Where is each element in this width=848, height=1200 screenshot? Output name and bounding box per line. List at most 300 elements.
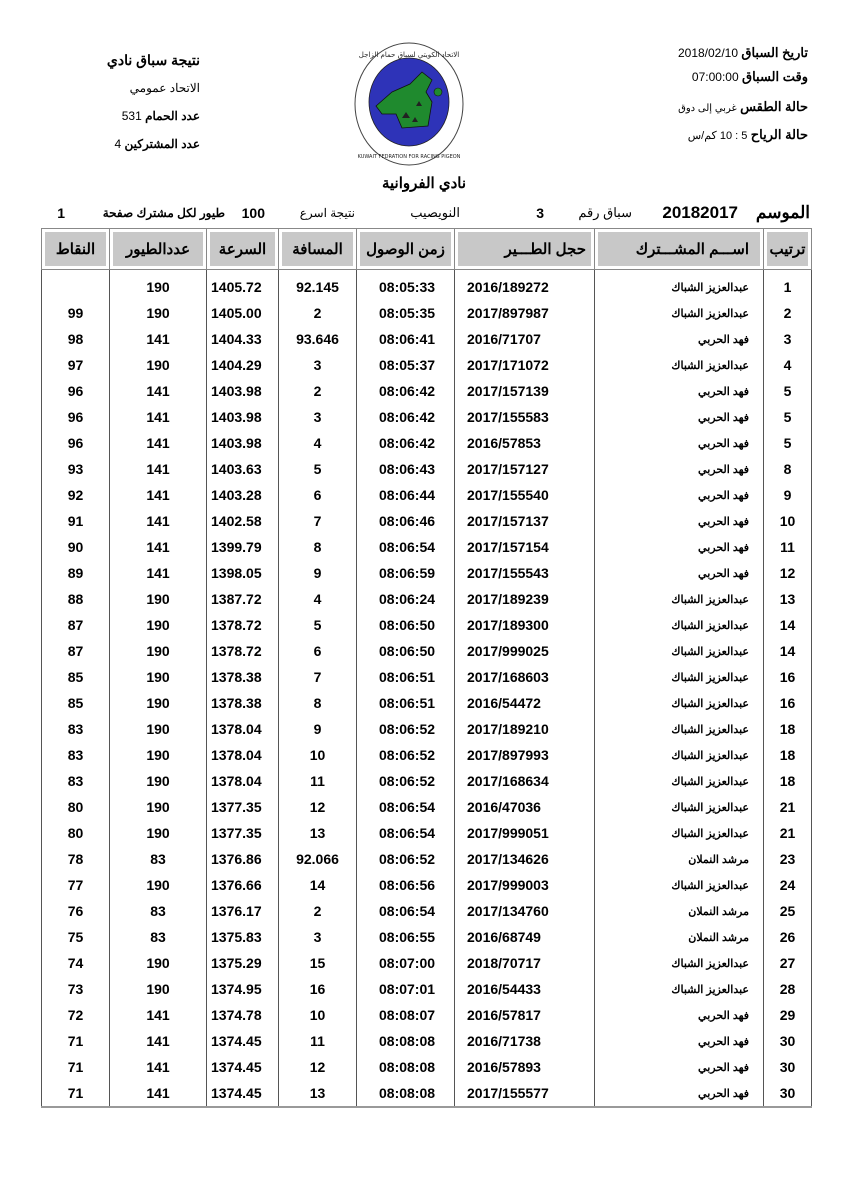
ring-cell: 2016/57853	[455, 430, 595, 456]
points-cell: 85	[42, 690, 110, 716]
table-row	[42, 716, 812, 742]
arrival-cell: 08:06:59	[357, 560, 455, 586]
logo-emblem-icon	[352, 40, 466, 168]
points-cell: 99	[42, 300, 110, 326]
birds-cell: 190	[110, 976, 207, 1002]
participant-cell: عبدالعزيز الشباك	[595, 586, 764, 612]
distance-cell: 10	[279, 742, 357, 768]
birds-cell: 190	[110, 950, 207, 976]
distance-cell: 13	[279, 1080, 357, 1107]
arrival-cell: 08:06:52	[357, 846, 455, 872]
arrival-cell: 08:06:54	[357, 534, 455, 560]
arrival-cell: 08:06:50	[357, 638, 455, 664]
birds-cell: 190	[110, 586, 207, 612]
table-row	[42, 1054, 812, 1080]
points-cell: 71	[42, 1054, 110, 1080]
participant-cell: مرشد النملان	[595, 846, 764, 872]
points-cell: 72	[42, 1002, 110, 1028]
speed-cell: 1378.04	[207, 742, 279, 768]
ring-cell: 2017/168634	[455, 768, 595, 794]
points-cell: 96	[42, 430, 110, 456]
col-header-ring: حجل الطـــير	[455, 229, 595, 270]
weather-line	[610, 92, 808, 122]
table-header-row	[42, 229, 812, 270]
points-cell: 78	[42, 846, 110, 872]
birds-cell: 141	[110, 508, 207, 534]
points-cell: 74	[42, 950, 110, 976]
points-cell: 97	[42, 352, 110, 378]
arrival-cell: 08:06:42	[357, 430, 455, 456]
participant-cell: فهد الحربي	[595, 560, 764, 586]
distance-cell: 6	[279, 638, 357, 664]
weather-label: حالة الطقس	[740, 99, 808, 114]
participant-cell: فهد الحربي	[595, 1028, 764, 1054]
results-body	[42, 270, 812, 1108]
union-type: الاتحاد عمومي	[129, 81, 200, 95]
participant-cell: فهد الحربي	[595, 456, 764, 482]
ring-cell: 2017/134760	[455, 898, 595, 924]
ring-cell: 2017/155540	[455, 482, 595, 508]
speed-cell: 1403.28	[207, 482, 279, 508]
col-header-arrival: زمن الوصول	[357, 229, 455, 270]
rank-cell: 18	[764, 716, 812, 742]
participant-cell: فهد الحربي	[595, 378, 764, 404]
distance-cell: 15	[279, 950, 357, 976]
rank-cell: 9	[764, 482, 812, 508]
rank-cell: 26	[764, 924, 812, 950]
arrival-cell: 08:06:56	[357, 872, 455, 898]
arrival-cell: 08:07:01	[357, 976, 455, 1002]
speed-cell: 1378.72	[207, 612, 279, 638]
birds-cell: 190	[110, 270, 207, 301]
result-label: نتيجة اسرع	[299, 206, 355, 220]
birds-cell: 190	[110, 612, 207, 638]
arrival-cell: 08:05:33	[357, 270, 455, 301]
table-row	[42, 456, 812, 482]
participant-cell: عبدالعزيز الشباك	[595, 612, 764, 638]
arrival-cell: 08:05:35	[357, 300, 455, 326]
points-cell: 80	[42, 794, 110, 820]
arrival-cell: 08:08:08	[357, 1080, 455, 1107]
arrival-cell: 08:06:41	[357, 326, 455, 352]
results-table	[41, 228, 812, 1108]
race-info-block	[610, 42, 808, 148]
arrival-cell: 08:06:44	[357, 482, 455, 508]
table-row	[42, 820, 812, 846]
arrival-cell: 08:08:07	[357, 1002, 455, 1028]
birds-cell: 141	[110, 456, 207, 482]
arrival-cell: 08:06:42	[357, 378, 455, 404]
participant-cell: فهد الحربي	[595, 482, 764, 508]
participant-cell: فهد الحربي	[595, 326, 764, 352]
rank-cell: 27	[764, 950, 812, 976]
participant-cell: عبدالعزيز الشباك	[595, 664, 764, 690]
ring-cell: 2016/54433	[455, 976, 595, 1002]
table-row	[42, 768, 812, 794]
speed-cell: 1375.29	[207, 950, 279, 976]
points-cell: 87	[42, 638, 110, 664]
ring-cell: 2017/168603	[455, 664, 595, 690]
arrival-cell: 08:06:46	[357, 508, 455, 534]
rank-cell: 13	[764, 586, 812, 612]
ring-cell: 2017/189239	[455, 586, 595, 612]
rank-cell: 30	[764, 1054, 812, 1080]
distance-cell: 13	[279, 820, 357, 846]
participant-cell: عبدالعزيز الشباك	[595, 716, 764, 742]
weather-value: غربي إلى دوق	[678, 103, 737, 114]
arrival-cell: 08:05:37	[357, 352, 455, 378]
rank-cell: 4	[764, 352, 812, 378]
birds-cell: 141	[110, 378, 207, 404]
ring-cell: 2017/157127	[455, 456, 595, 482]
ring-cell: 2017/157137	[455, 508, 595, 534]
table-row	[42, 664, 812, 690]
birds-cell: 141	[110, 326, 207, 352]
speed-cell: 1374.78	[207, 1002, 279, 1028]
points-cell: 73	[42, 976, 110, 1002]
arrival-cell: 08:06:51	[357, 664, 455, 690]
rank-cell: 10	[764, 508, 812, 534]
distance-cell: 8	[279, 690, 357, 716]
points-cell: 87	[42, 612, 110, 638]
distance-cell: 2	[279, 898, 357, 924]
distance-cell: 6	[279, 482, 357, 508]
birds-cell: 141	[110, 482, 207, 508]
table-row	[42, 1002, 812, 1028]
table-row	[42, 508, 812, 534]
speed-cell: 1378.04	[207, 768, 279, 794]
wind-label: حالة الرياح	[750, 127, 808, 142]
birds-cell: 141	[110, 534, 207, 560]
race-date: 2018/02/10	[677, 46, 739, 60]
col-header-points: النقاط	[42, 229, 110, 270]
points-cell: 76	[42, 898, 110, 924]
rank-cell: 5	[764, 430, 812, 456]
speed-cell: 1374.45	[207, 1054, 279, 1080]
arrival-cell: 08:06:54	[357, 794, 455, 820]
rank-cell: 30	[764, 1028, 812, 1054]
arrival-cell: 08:06:50	[357, 612, 455, 638]
rank-cell: 18	[764, 742, 812, 768]
ring-cell: 2016/57817	[455, 1002, 595, 1028]
speed-cell: 1378.38	[207, 664, 279, 690]
speed-cell: 1404.29	[207, 352, 279, 378]
rank-cell: 23	[764, 846, 812, 872]
ring-cell: 2016/54472	[455, 690, 595, 716]
points-cell: 77	[42, 872, 110, 898]
birds-cell: 83	[110, 846, 207, 872]
table-row	[42, 742, 812, 768]
ring-cell: 2017/155583	[455, 404, 595, 430]
ring-cell: 2017/134626	[455, 846, 595, 872]
participant-cell: فهد الحربي	[595, 1002, 764, 1028]
birds-cell: 190	[110, 352, 207, 378]
points-cell: 88	[42, 586, 110, 612]
ring-cell: 2017/171072	[455, 352, 595, 378]
points-cell: 96	[42, 404, 110, 430]
ring-cell: 2017/155543	[455, 560, 595, 586]
distance-cell: 11	[279, 1028, 357, 1054]
col-header-distance: المسافة	[279, 229, 357, 270]
birds-cell: 190	[110, 794, 207, 820]
table-row	[42, 300, 812, 326]
arrival-cell: 08:06:52	[357, 742, 455, 768]
distance-cell: 2	[279, 300, 357, 326]
club-summary-block	[60, 46, 200, 158]
points-cell: 83	[42, 768, 110, 794]
season-label: الموسم	[755, 203, 810, 222]
points-cell: 83	[42, 716, 110, 742]
speed-cell: 1374.45	[207, 1080, 279, 1107]
distance-cell: 12	[279, 794, 357, 820]
ring-cell: 2017/999051	[455, 820, 595, 846]
participant-cell: فهد الحربي	[595, 1080, 764, 1107]
points-cell: 83	[42, 742, 110, 768]
ring-cell: 2017/999025	[455, 638, 595, 664]
participant-cell: فهد الحربي	[595, 404, 764, 430]
table-row	[42, 898, 812, 924]
ring-cell: 2016/57893	[455, 1054, 595, 1080]
ring-cell: 2016/189272	[455, 270, 595, 301]
race-date-line	[610, 42, 808, 64]
col-header-rank: ترتيب	[764, 229, 812, 270]
speed-cell: 1377.35	[207, 820, 279, 846]
table-row	[42, 872, 812, 898]
rank-cell: 3	[764, 326, 812, 352]
birds-cell: 141	[110, 404, 207, 430]
ring-cell: 2017/897993	[455, 742, 595, 768]
arrival-cell: 08:06:52	[357, 716, 455, 742]
participant-cell: عبدالعزيز الشباك	[595, 976, 764, 1002]
distance-cell: 7	[279, 508, 357, 534]
speed-cell: 1403.98	[207, 430, 279, 456]
table-row	[42, 612, 812, 638]
distance-cell: 3	[279, 404, 357, 430]
arrival-cell: 08:06:52	[357, 768, 455, 794]
distance-cell: 11	[279, 768, 357, 794]
race-number-label: سباق رقم	[578, 205, 632, 220]
arrival-cell: 08:06:51	[357, 690, 455, 716]
table-row	[42, 794, 812, 820]
participant-cell: مرشد النملان	[595, 924, 764, 950]
rank-cell: 28	[764, 976, 812, 1002]
participant-cell: فهد الحربي	[595, 1054, 764, 1080]
points-cell: 85	[42, 664, 110, 690]
table-row	[42, 352, 812, 378]
speed-cell: 1402.58	[207, 508, 279, 534]
speed-cell: 1403.63	[207, 456, 279, 482]
fastest-count: 100	[241, 205, 265, 221]
birds-cell: 190	[110, 742, 207, 768]
participants-count-line	[60, 130, 200, 158]
participant-cell: فهد الحربي	[595, 534, 764, 560]
speed-cell: 1378.72	[207, 638, 279, 664]
speed-cell: 1374.95	[207, 976, 279, 1002]
points-cell: 90	[42, 534, 110, 560]
rank-cell: 1	[764, 270, 812, 301]
participants-count: 4	[114, 137, 122, 151]
speed-cell: 1405.00	[207, 300, 279, 326]
wind-line	[610, 122, 808, 148]
table-row	[42, 482, 812, 508]
speed-cell: 1387.72	[207, 586, 279, 612]
rank-cell: 14	[764, 638, 812, 664]
birds-cell: 190	[110, 300, 207, 326]
birds-cell: 190	[110, 716, 207, 742]
table-row	[42, 846, 812, 872]
col-header-birds: عددالطيور	[110, 229, 207, 270]
svg-text:KUWAIT FEDRATION FOR RACING PI: KUWAIT FEDRATION FOR RACING PIGEON	[357, 154, 461, 160]
rank-cell: 8	[764, 456, 812, 482]
ring-cell: 2016/47036	[455, 794, 595, 820]
ring-cell: 2016/68749	[455, 924, 595, 950]
distance-cell: 7	[279, 664, 357, 690]
table-row	[42, 560, 812, 586]
arrival-cell: 08:07:00	[357, 950, 455, 976]
birds-cell: 141	[110, 1080, 207, 1107]
participant-cell: مرشد النملان	[595, 898, 764, 924]
speed-cell: 1375.83	[207, 924, 279, 950]
distance-cell: 8	[279, 534, 357, 560]
race-time: 07:00:00	[691, 70, 739, 84]
speed-cell: 1378.38	[207, 690, 279, 716]
points-cell: 92	[42, 482, 110, 508]
rank-cell: 30	[764, 1080, 812, 1107]
ring-cell: 2016/71738	[455, 1028, 595, 1054]
distance-cell: 92.145	[279, 270, 357, 301]
table-row	[42, 404, 812, 430]
points-cell: 93	[42, 456, 110, 482]
arrival-cell: 08:08:08	[357, 1054, 455, 1080]
table-row	[42, 534, 812, 560]
ring-cell: 2017/999003	[455, 872, 595, 898]
col-header-participant: اســـم المشـــترك	[595, 229, 764, 270]
speed-cell: 1404.33	[207, 326, 279, 352]
ring-cell: 2018/70717	[455, 950, 595, 976]
participant-cell: عبدالعزيز الشباك	[595, 820, 764, 846]
points-cell: 71	[42, 1080, 110, 1107]
arrival-cell: 08:08:08	[357, 1028, 455, 1054]
points-cell: 91	[42, 508, 110, 534]
season-value: 20182017	[662, 203, 738, 222]
distance-cell: 3	[279, 352, 357, 378]
birds-cell: 190	[110, 768, 207, 794]
speed-cell: 1374.45	[207, 1028, 279, 1054]
participants-count-label: عدد المشتركين	[124, 137, 200, 151]
speed-cell: 1405.72	[207, 270, 279, 301]
table-row	[42, 586, 812, 612]
rank-cell: 18	[764, 768, 812, 794]
arrival-cell: 08:06:54	[357, 898, 455, 924]
birds-cell: 83	[110, 898, 207, 924]
points-cell: 98	[42, 326, 110, 352]
race-number: 3	[536, 205, 544, 221]
rank-cell: 21	[764, 820, 812, 846]
participant-cell: عبدالعزيز الشباك	[595, 638, 764, 664]
speed-cell: 1376.17	[207, 898, 279, 924]
speed-cell: 1399.79	[207, 534, 279, 560]
participant-cell: عبدالعزيز الشباك	[595, 950, 764, 976]
participant-cell: عبدالعزيز الشباك	[595, 742, 764, 768]
birds-cell: 190	[110, 872, 207, 898]
birds-cell: 141	[110, 430, 207, 456]
ring-cell: 2016/71707	[455, 326, 595, 352]
table-row	[42, 326, 812, 352]
race-location: النويصيب	[410, 205, 460, 220]
wind-value: 5 : 10 كم/س	[687, 130, 748, 142]
ring-cell: 2017/155577	[455, 1080, 595, 1107]
birds-cell: 190	[110, 690, 207, 716]
pigeons-count: 531	[121, 109, 142, 123]
points-cell: 80	[42, 820, 110, 846]
distance-cell: 3	[279, 924, 357, 950]
report-title: نتيجة سباق نادي	[106, 52, 200, 68]
table-row	[42, 270, 812, 301]
rank-cell: 29	[764, 1002, 812, 1028]
distance-cell: 16	[279, 976, 357, 1002]
birds-cell: 141	[110, 560, 207, 586]
club-name: نادي الفروانية	[381, 175, 467, 192]
speed-cell: 1403.98	[207, 378, 279, 404]
distance-cell: 9	[279, 560, 357, 586]
arrival-cell: 08:06:42	[357, 404, 455, 430]
table-row	[42, 950, 812, 976]
distance-cell: 10	[279, 1002, 357, 1028]
ring-cell: 2017/189210	[455, 716, 595, 742]
ring-cell: 2017/189300	[455, 612, 595, 638]
table-row	[42, 976, 812, 1002]
participant-cell: عبدالعزيز الشباك	[595, 690, 764, 716]
race-time-label: وقت السباق	[741, 69, 808, 84]
race-meta-row	[40, 200, 810, 226]
points-cell: 71	[42, 1028, 110, 1054]
arrival-cell: 08:06:54	[357, 820, 455, 846]
table-row	[42, 690, 812, 716]
rank-cell: 16	[764, 690, 812, 716]
distance-cell: 5	[279, 456, 357, 482]
rank-cell: 11	[764, 534, 812, 560]
distance-cell: 4	[279, 430, 357, 456]
ring-cell: 2017/157154	[455, 534, 595, 560]
table-row	[42, 1080, 812, 1107]
distance-cell: 4	[279, 586, 357, 612]
participant-cell: عبدالعزيز الشباك	[595, 768, 764, 794]
pigeons-count-line	[60, 102, 200, 130]
rank-cell: 25	[764, 898, 812, 924]
arrival-cell: 08:06:24	[357, 586, 455, 612]
participant-cell: عبدالعزيز الشباك	[595, 794, 764, 820]
participant-cell: عبدالعزيز الشباك	[595, 300, 764, 326]
distance-cell: 93.646	[279, 326, 357, 352]
federation-logo	[352, 40, 466, 168]
table-row	[42, 430, 812, 456]
birds-cell: 190	[110, 664, 207, 690]
per-participant-label: طيور لكل مشترك صفحة	[102, 206, 225, 220]
rank-cell: 24	[764, 872, 812, 898]
ring-cell: 2017/157139	[455, 378, 595, 404]
rank-cell: 5	[764, 404, 812, 430]
table-row	[42, 1028, 812, 1054]
speed-cell: 1378.04	[207, 716, 279, 742]
birds-cell: 190	[110, 820, 207, 846]
points-cell: 75	[42, 924, 110, 950]
participant-cell: عبدالعزيز الشباك	[595, 352, 764, 378]
birds-cell: 83	[110, 924, 207, 950]
speed-cell: 1403.98	[207, 404, 279, 430]
distance-cell: 5	[279, 612, 357, 638]
points-cell	[42, 270, 110, 301]
race-time-line	[610, 64, 808, 90]
